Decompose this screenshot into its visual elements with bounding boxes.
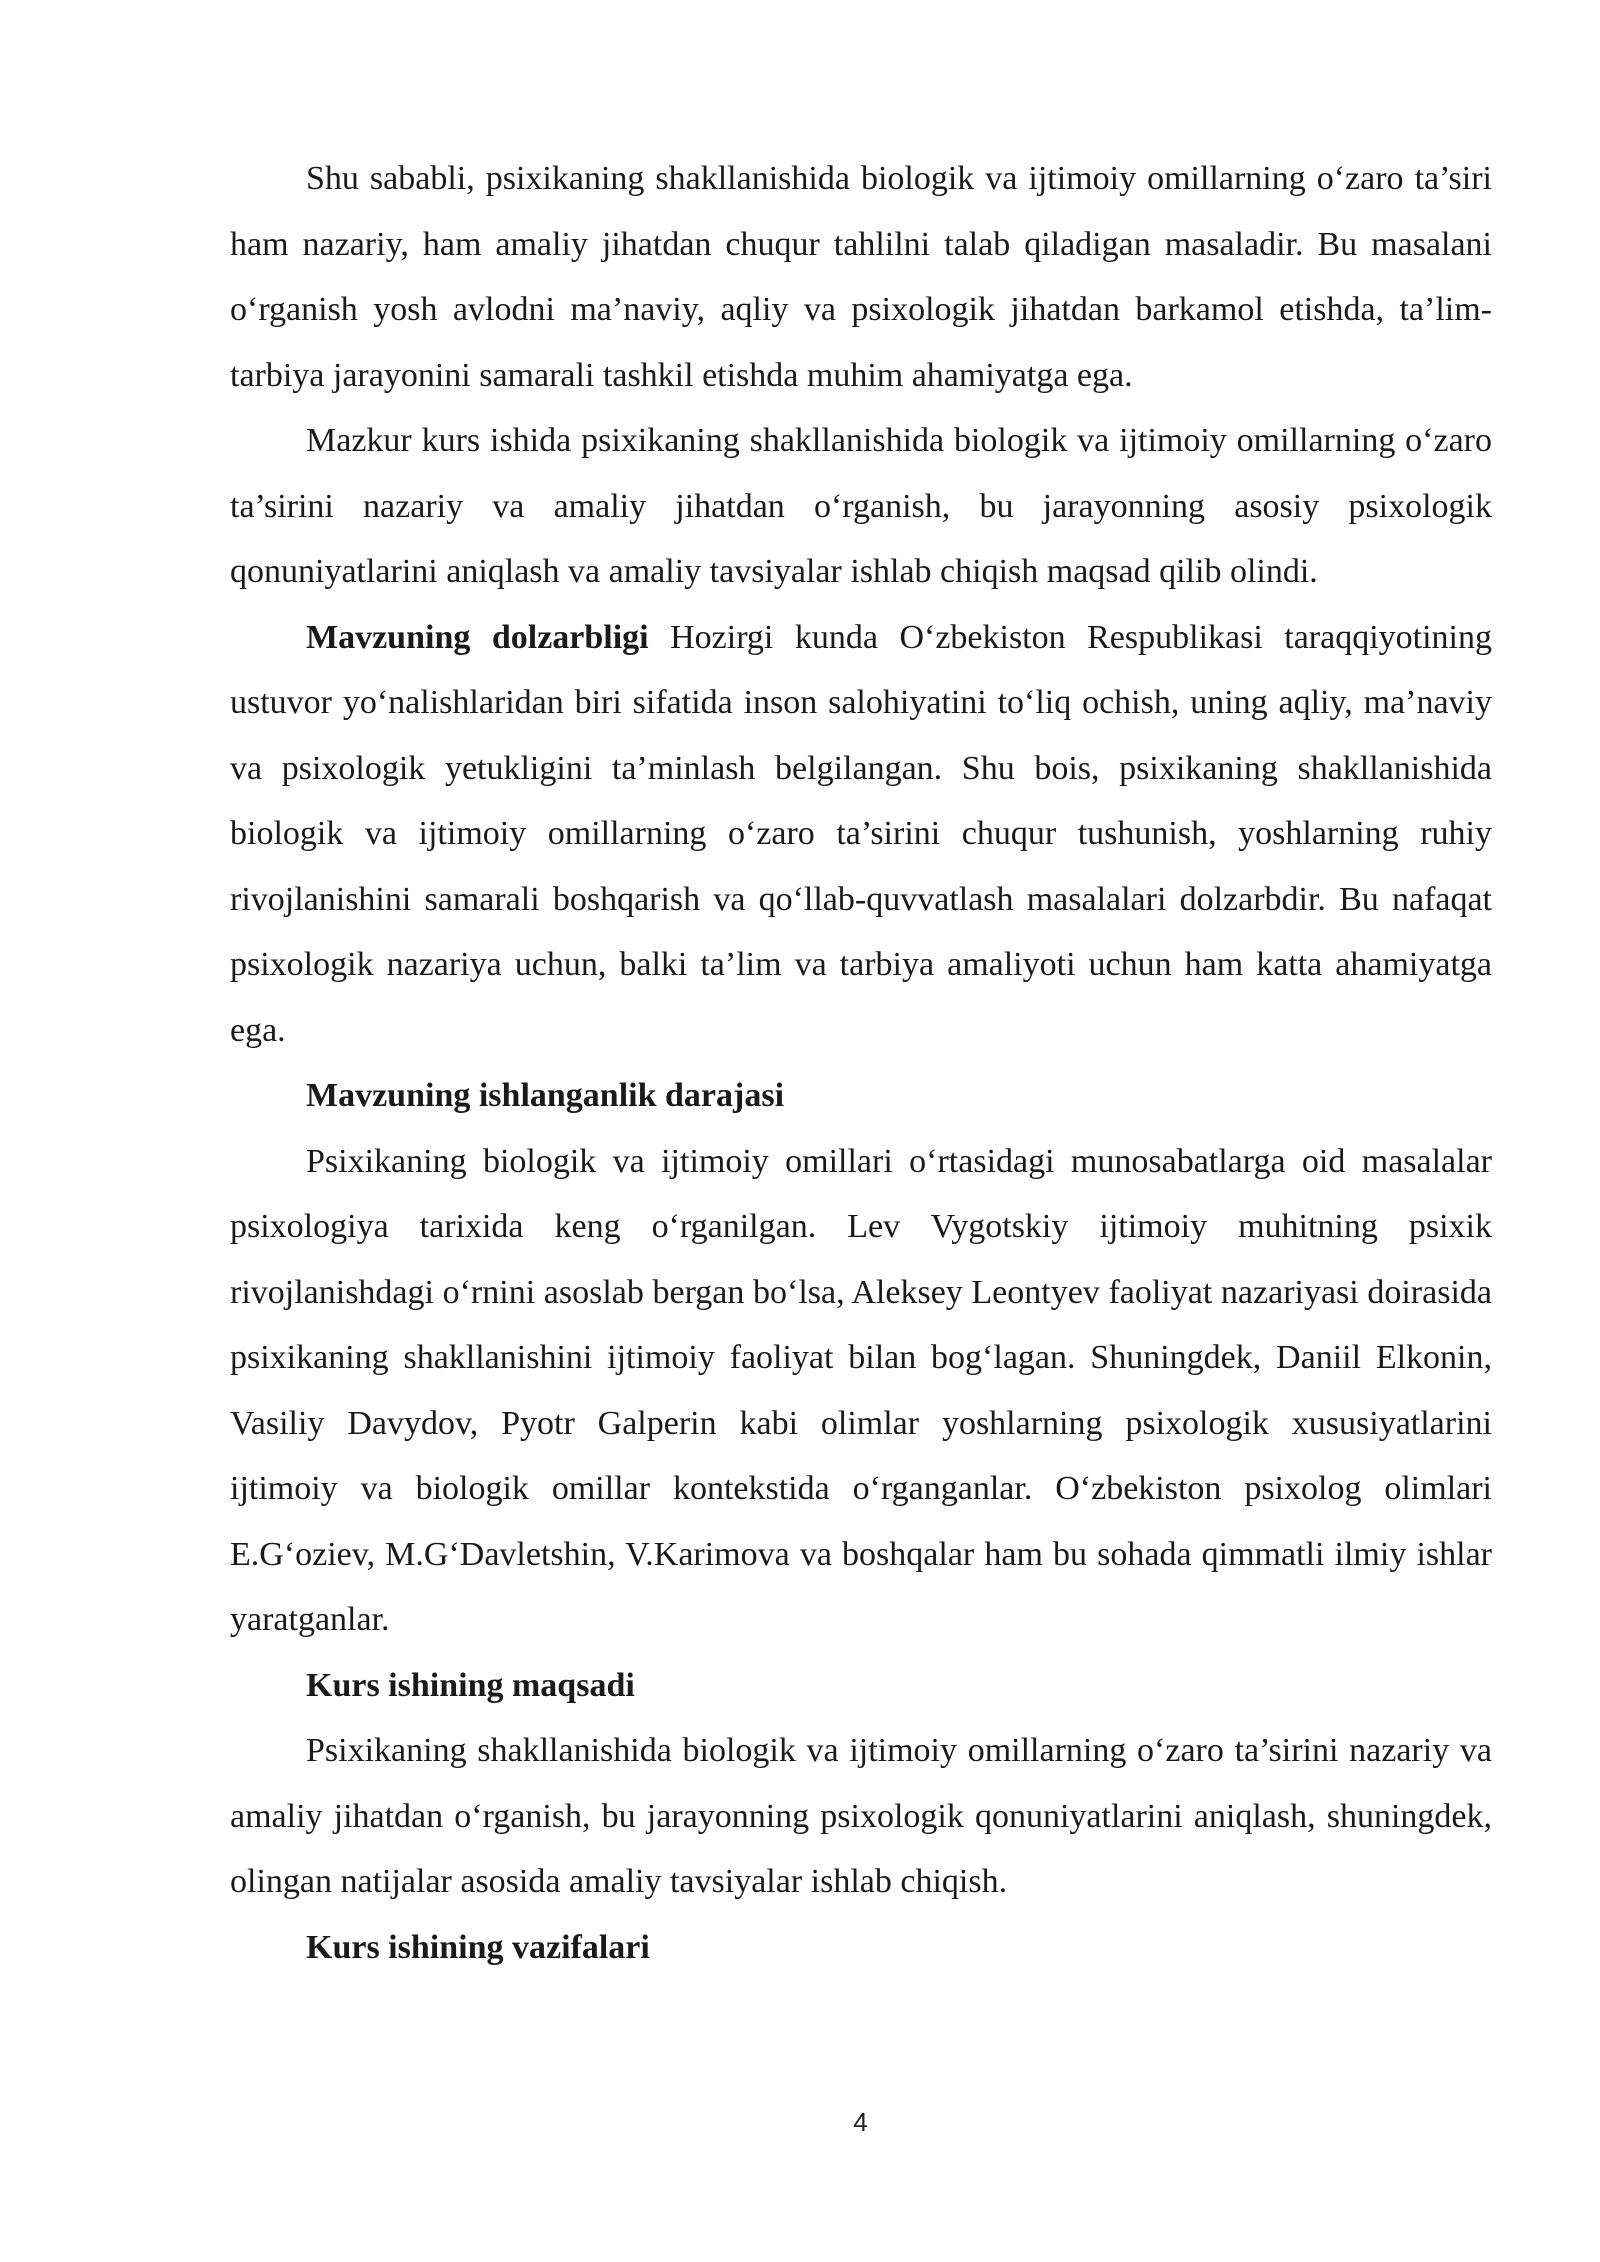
paragraph-course-goal-summary: Mazkur kurs ishida psixikaning shakllanishida biologik va ijtimoiy omillarning o‘zaro ta’sirini nazariy va amaliy jihatdan o‘rganish, bu jarayonning asosiy psixologik qonuniyatlarini aniqlash va amaliy tavsiyalar ishlab chiqish maqsad qilib olindi. (230, 422, 1492, 590)
paragraph-intro: Shu sababli, psixikaning shakllanishida biologik va ijtimoiy omillarning o‘zaro ta’siri ham nazariy, ham amaliy jihatdan chuqur tahlilni talab qiladigan masaladir. Bu masalani o‘rganish yosh avlodni ma’naviy, aqliy va psixologik jihatdan barkamol etishda, ta’lim-tarbiya jarayonini samarali tashkil etishda muhim ahamiyatga ega. (230, 160, 1492, 394)
relevance-text: Hozirgi kunda O‘zbekiston Respublikasi taraqqiyotining ustuvor yo‘nalishlaridan biri sifatida inson salohiyatini to‘liq ochish, uning aqliy, ma’naviy va psixologik yetukligini ta’minlash belgilangan. Shu bois, psixikaning shakllanishida biologik va ijtimoiy omillarning o‘zaro ta’sirini chuqur tushunish, yoshlarning ruhiy rivojlanishini samarali boshqarish va qo‘llab-quvvatlash masalalari dolzarbdir. Bu nafaqat psixologik nazariya uchun, balki ta’lim va tarbiya amaliyoti uchun ham katta ahamiyatga ega. (230, 618, 1493, 1049)
page-number: 4 (853, 2107, 868, 2137)
paragraph-research-level: Psixikaning biologik va ijtimoiy omillari o‘rtasidagi munosabatlarga oid masalalar psixologiya tarixida keng o‘rganilgan. Lev Vygotskiy ijtimoiy muhitning psixik rivojlanishdagi o‘rnini asoslab bergan bo‘lsa, Aleksey Leontyev faoliyat nazariyasi doirasida psixikaning shakllanishini ijtimoiy faoliyat bilan bog‘lagan. Shuningdek, Daniil Elkonin, Vasiliy Davydov, Pyotr Galperin kabi olimlar yoshlarning psixologik xususiyatlarini ijtimoiy va biologik omillar kontekstida o‘rganganlar. O‘zbekiston psixolog olimlari E.G‘oziev, M.G‘Davletshin, V.Karimova va boshqalar ham bu sohada qimmatli ilmiy ishlar yaratganlar. (230, 1142, 1492, 1638)
heading-course-goal: Kurs ishining maqsadi (306, 1666, 635, 1704)
heading-research-level: Mavzuning ishlanganlik darajasi (306, 1077, 785, 1114)
document-body (230, 146, 1492, 1980)
relevance-lead: Mavzuning dolzarbligi (306, 618, 649, 656)
paragraph-relevance (230, 605, 1492, 1064)
paragraph-course-goal: Psixikaning shakllanishida biologik va ijtimoiy omillarning o‘zaro ta’sirini nazariy va amaliy jihatdan o‘rganish, bu jarayonning psixologik qonuniyatlarini aniqlash, shuningdek, olingan natijalar asosida amaliy tavsiyalar ishlab chiqish. (230, 1732, 1492, 1900)
heading-course-tasks: Kurs ishining vazifalari (306, 1928, 650, 1966)
